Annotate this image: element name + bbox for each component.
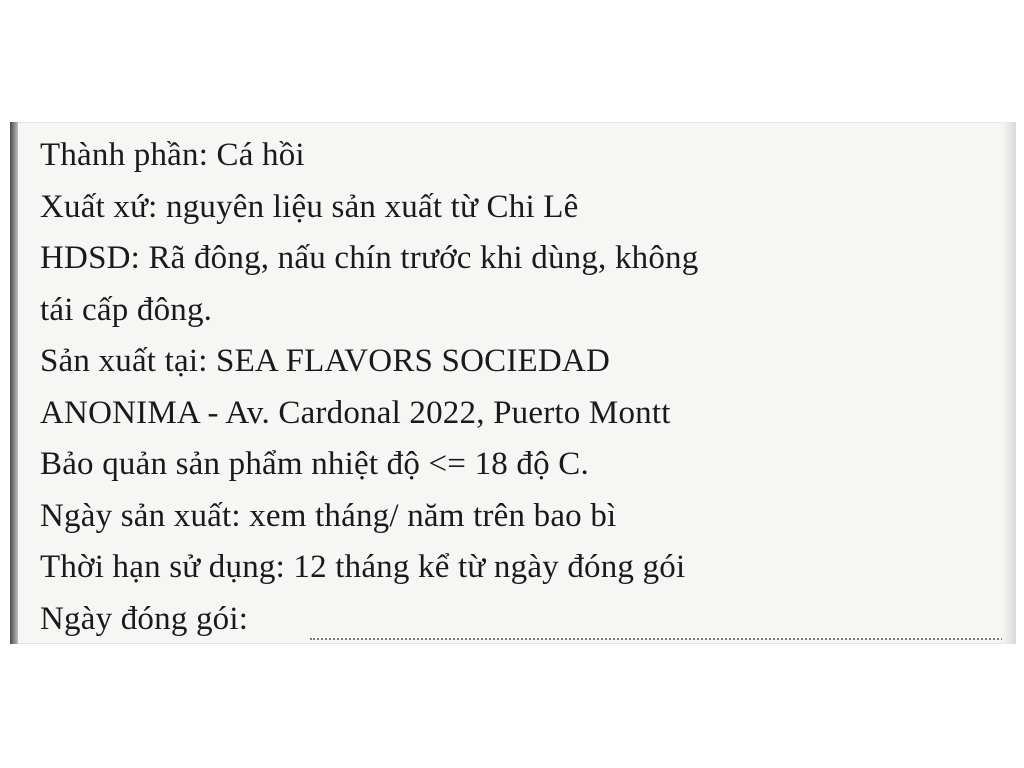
product-label-photo: [10, 122, 1016, 644]
torn-text-edge: [310, 638, 1010, 644]
usage-instructions-continued-line: tái cấp đông.: [40, 291, 213, 328]
label-text-block: [40, 130, 698, 644]
origin-line: Xuất xứ: nguyên liệu sản xuất từ Chi Lê: [40, 188, 579, 225]
storage-line: Bảo quản sản phẩm nhiệt độ <= 18 độ C.: [40, 446, 589, 482]
packing-date-line: Ngày đóng gói:: [40, 600, 249, 637]
production-date-line: Ngày sản xuất: xem tháng/ năm trên bao bì: [40, 497, 617, 534]
usage-instructions-line: HDSD: Rã đông, nấu chín trước khi dùng, không: [40, 240, 699, 276]
ingredients-line: Thành phần: Cá hồi: [40, 137, 305, 173]
manufacturer-line: Sản xuất tại: SEA FLAVORS SOCIEDAD: [40, 343, 610, 379]
manufacturer-address-line: ANONIMA - Av. Cardonal 2022, Puerto Montt: [40, 394, 671, 431]
shelf-life-line: Thời hạn sử dụng: 12 tháng kể từ ngày đóng gói: [40, 549, 686, 585]
